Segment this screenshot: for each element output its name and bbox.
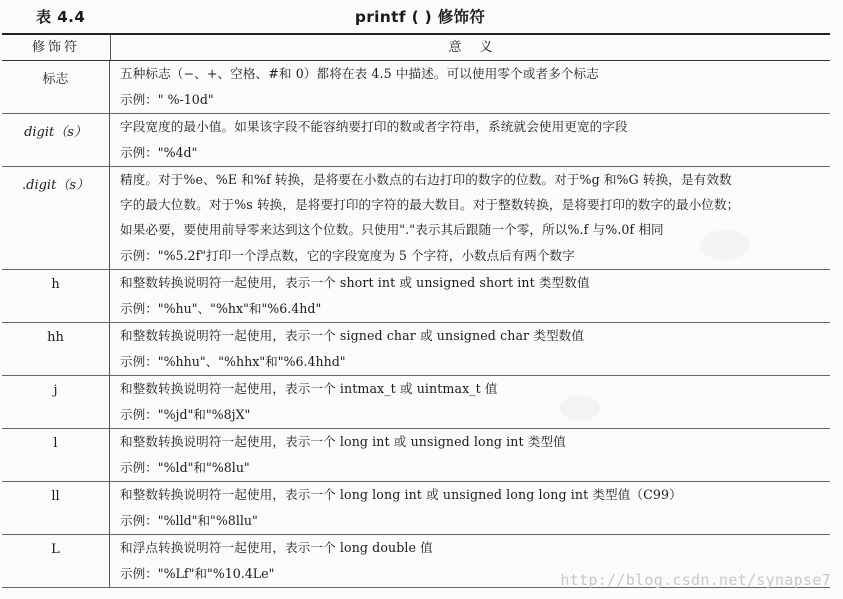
table-title: printf ( ) 修饰符 [354,8,486,26]
table-row [2,114,830,167]
example-line: 示例："%ld"和"%8lu" [120,460,250,475]
meaning-line: 和整数转换说明符一起使用，表示一个 long long int 或 unsigned long long int 类型值（C99） [120,487,682,502]
table-row [2,61,830,114]
meaning-line: 和整数转换说明符一起使用，表示一个 long int 或 unsigned long int 类型值 [120,434,566,449]
meaning-cell [110,61,830,113]
meaning-cell [110,482,830,534]
modifier-cell: ll [2,482,110,534]
meaning-cell [110,429,830,481]
example-line: 示例："%4d" [120,145,198,160]
example-line: 示例："%hhu"、"%hhx"和"%6.4hhd" [120,354,346,369]
meaning-line: 五种标志（−、+、空格、#和 0）都将在表 4.5 中描述。可以使用零个或者多个标志 [120,66,599,81]
example-line: 示例："%hu"、"%hx"和"%6.4hd" [120,301,322,316]
table-number: 表 4.4 [36,8,86,26]
meaning-line: 和整数转换说明符一起使用，表示一个 signed char 或 unsigned char 类型数值 [120,328,585,343]
example-line: 示例："%Lf"和"%10.4Le" [120,566,275,581]
meaning-cell [110,270,830,322]
meaning-line: 和整数转换说明符一起使用，表示一个 short int 或 unsigned short int 类型数值 [120,275,590,290]
header-modifier: 修饰符 [2,35,111,60]
meaning-line: 如果必要，要使用前导零来达到这个位数。只使用"."表示其后跟随一个零，所以%.f 与%.0f 相同 [120,222,664,237]
modifier-cell: h [2,270,110,322]
table-row [2,429,830,482]
meaning-line: 和整数转换说明符一起使用，表示一个 intmax_t 或 uintmax_t 值 [120,381,498,396]
example-line: 示例："%5.2f"打印一个浮点数，它的字段宽度为 5 个字符，小数点后有两个数字 [120,248,575,263]
table-header-row [2,35,830,61]
meaning-line: 精度。对于%e、%E 和%f 转换，是将要在小数点的右边打印的数字的位数。对于%g 和%G 转换，是有效数 [120,172,732,187]
meaning-line: 字段宽度的最小值。如果该字段不能容纳要打印的数或者字符串，系统就会使用更宽的字段 [120,119,628,134]
modifier-cell: digit（s） [2,114,110,166]
table-caption [0,0,843,34]
modifier-cell: L [2,535,110,587]
header-meaning: 意义 [448,40,511,55]
modifier-cell: 标志 [2,61,110,113]
table-row [2,323,830,376]
example-line: 示例：" %-10d" [120,92,214,107]
modifier-cell: l [2,429,110,481]
modifier-table [2,33,830,588]
example-line: 示例："%jd"和"%8jX" [120,407,251,422]
modifier-cell: hh [2,323,110,375]
meaning-cell [110,323,830,375]
modifier-cell: .digit（s） [2,167,110,269]
table-row [2,376,830,429]
meaning-cell [110,376,830,428]
modifier-cell: j [2,376,110,428]
watermark: http://blog.csdn.net/synapse7 [560,571,831,589]
meaning-cell [110,114,830,166]
example-line: 示例："%lld"和"%8llu" [120,513,258,528]
meaning-line: 和浮点转换说明符一起使用，表示一个 long double 值 [120,540,433,555]
table-row [2,270,830,323]
table-row [2,482,830,535]
scan-speckle [560,395,600,421]
scan-speckle [700,230,750,260]
meaning-line: 字的最大位数。对于%s 转换，是将要打印的字符的最大数目。对于整数转换，是将要打印的数字的最小位数； [120,197,740,212]
